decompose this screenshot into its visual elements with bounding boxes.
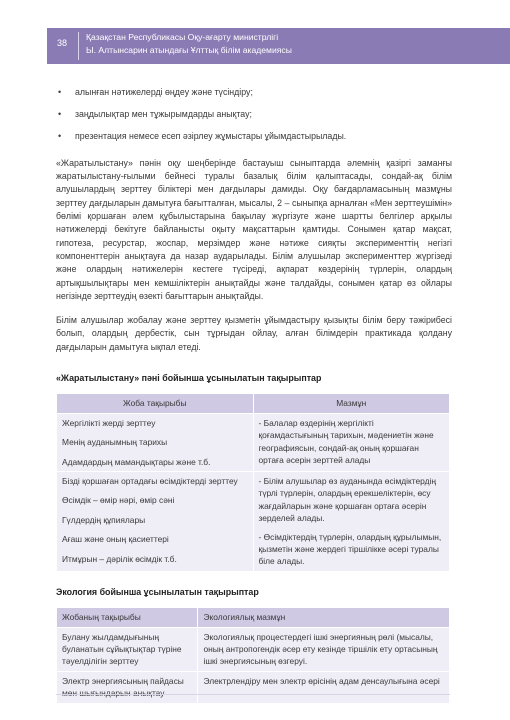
topic-item: Адамдардың мамандықтары және т.б.	[62, 456, 211, 467]
table2-header-content: Экологиялық мазмұн	[198, 608, 450, 627]
content-item: - Өсімдіктердің түрлерін, олардың құрылымын, қызметін және жердегі тіршілікке әсері туралы біле алады.	[258, 531, 442, 567]
table-cell-content: Экологиялық процестердегі ішкі энергияның рөлі (мысалы, оның антропогендік әсер ету кезінде тіршілік ету ортасының ішкі энергиясының өзгеруі.	[198, 627, 450, 671]
header-academy: Ы. Алтынсарин атындағы Ұлттық білім академиясы	[86, 45, 292, 55]
table-cell-content: Электрлендіру мен электр өрісінің адам денсаулығына әсері	[198, 671, 450, 703]
content-item: - Білім алушылар өз ауданында өсімдіктердің түрлі түрлерін, олардың ерекшеліктерін, өсу жағдайларын және қоршаған ортаға әсерін зерделей алады.	[258, 475, 436, 524]
table1-header-content: Мазмұн	[253, 394, 450, 413]
page-content	[56, 86, 452, 704]
table1-title: «Жаратылыстану» пәні бойынша ұсынылатын тақырыптар	[56, 373, 322, 384]
footer-divider	[56, 694, 450, 695]
topic-item: Өсімдік – өмір нәрі, өмір сәні	[62, 495, 175, 506]
topic-item: Бізді қоршаған ортадағы өсімдіктерді зерттеу	[62, 475, 238, 486]
table2-header-topic: Жобаның тақырыбы	[57, 608, 198, 627]
header-institution	[86, 31, 292, 57]
page-number: 38	[57, 38, 68, 48]
header-divider	[78, 32, 79, 60]
table-cell-topic: Булану жылдамдығының буланатын сұйықтықтар түріне тәуелділігін зерттеу	[57, 627, 198, 671]
table-row	[57, 627, 450, 671]
bullet-item: • алынған нәтижелерді өңдеу және түсіндіру;	[56, 86, 452, 99]
bullet-item: • презентация немесе есеп әзірлеу жұмыстары ұйымдастырылады.	[56, 130, 452, 143]
table-cell-topic: Электр энергиясының пайдасы	[57, 671, 198, 703]
page-header	[0, 0, 510, 78]
topic-item: Менің ауданымның тарихы	[62, 437, 168, 448]
table2-title: Экология бойынша ұсынылатын тақырыптар	[56, 586, 259, 597]
content-item: - Балалар өздерінің жергілікті қоғамдастығының тарихын, мәдениетін және географиясын, сондай-ақ оның қоршаған ортаға әсерін зерттей алады	[258, 417, 434, 465]
table1-header-topic: Жоба тақырыбы	[57, 394, 254, 413]
table-row	[57, 413, 450, 471]
topic-item: Гүлдердің құпиялары	[62, 514, 146, 525]
ecology-topics-table	[56, 607, 450, 703]
topic-item: Жергілікті жерді зерттеу	[62, 417, 156, 428]
bullet-item: • заңдылықтар мен тұжырымдарды анықтау;	[56, 108, 452, 121]
paragraph-project-activity: Білім алушылар жобалау және зерттеу қызметін ұйымдастыру қызықты білім беру тәжірибесі болып, олардың дербестік, сын тұрғыдан ойлау, алған білімдерін практикада қолдану дағдыларын дамытуға ықпал етеді.	[56, 315, 452, 352]
topic-item: Ағаш және оның қасиеттері	[62, 534, 169, 545]
table-row	[57, 471, 450, 571]
table-cell-topics	[57, 413, 254, 471]
paragraph-natural-science: «Жаратылыстану» пәнін оқу шеңберінде бастауыш сыныптарда әлемнің қазіргі заманғы жаратылыстану-ғылыми бейнесі туралы базалық білім қалыптасады, сондай-ақ білім алушылардың зерттеу біліктері мен дағдылары дамиды. Оқу бағдарламасының мазмұны зерттеу дағдыларын дамытуға бағытталған, мысалы, 2 – сыныпқа арналған «Мен зерттеушімін» бөлімі қоршаған әлем құбылыстарына бақылау жүргізуге және шартты белгілер арқылы нәтижелерді бекітуге байланысты оқыту мақсаттарын қамтиды. Сонымен қатар мақсат, гипотеза, ресурстар, жоспар, мерзімдер және нәтиже сияқты эксперименттің негізгі компоненттерін анықтауға да назар аударылады. Білім алушылар эксперименттер жүргізеді және олардың нәтижелерін кестеге түсіреді, ақпарат көздерінің түрлерін, олардың артықшылықтары мен кемшіліктерін анықтайды және талдайды, сонымен қатар өз ойлары негізінде зерттеудің өзекті бағыттарын анықтайды.	[56, 157, 452, 301]
bullet-list	[56, 86, 452, 143]
topic-item: Итмұрын – дәрілік өсімдік т.б.	[62, 553, 177, 564]
natural-science-topics-table	[56, 393, 450, 571]
table-cell-topics	[57, 471, 254, 571]
table-row	[57, 671, 450, 703]
header-ministry: Қазақстан Республикасы Оқу-ағарту министрлігі	[86, 32, 279, 42]
table-cell-content	[253, 413, 450, 471]
table-cell-content	[253, 471, 450, 571]
